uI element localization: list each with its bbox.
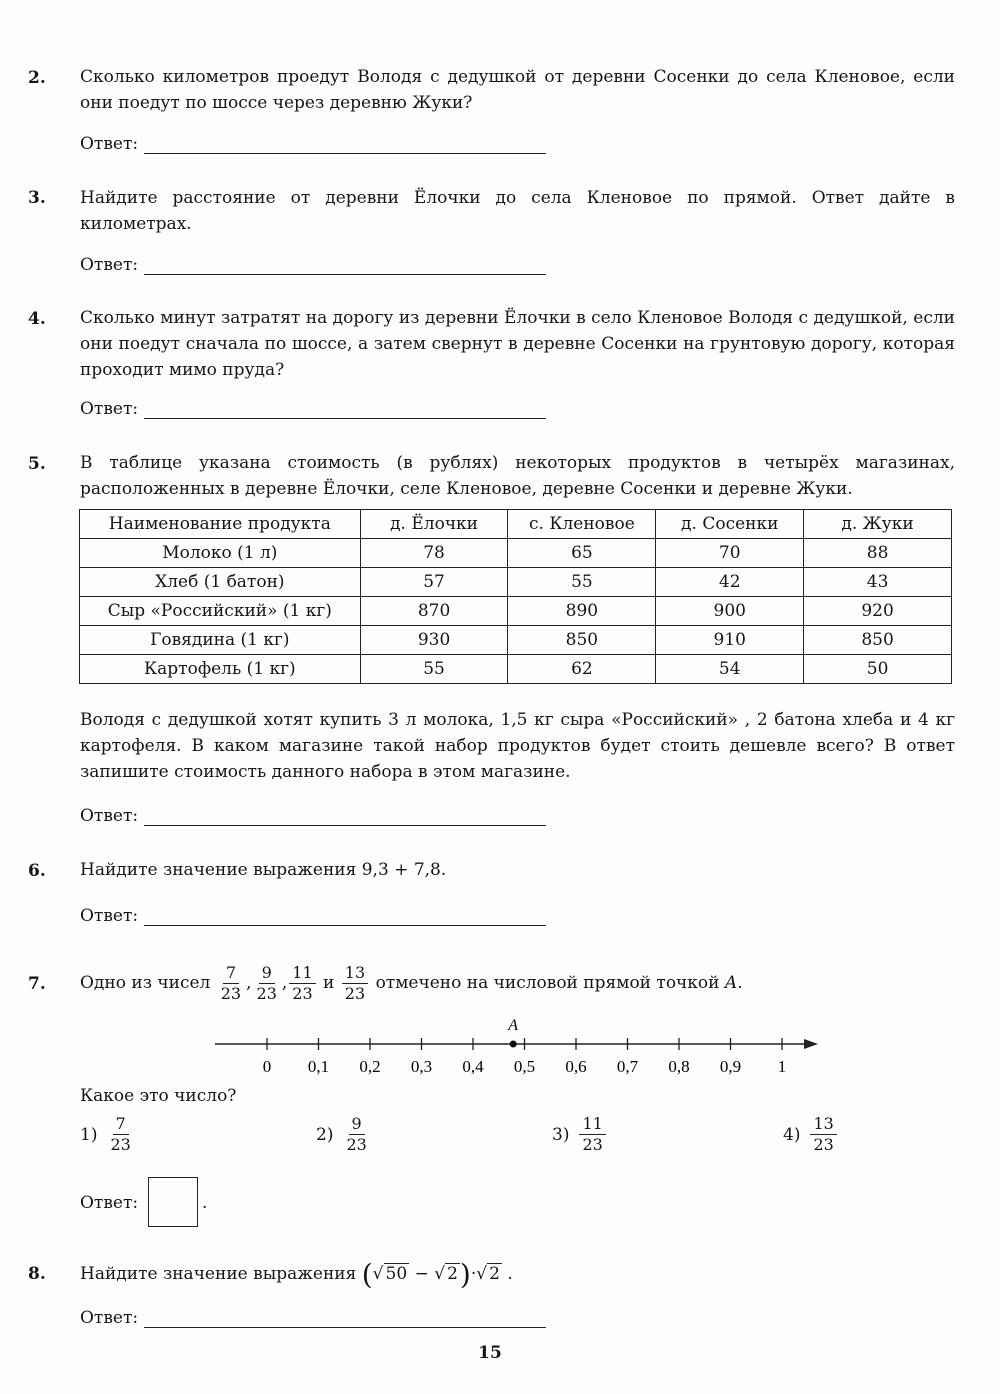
point-a-marker [510, 1041, 517, 1048]
table-cell: 42 [656, 568, 804, 597]
q3-text: Найдите расстояние от деревни Ёлочки до села Кленовое по прямой. Ответ дайте в километрах. [80, 188, 955, 234]
option-1[interactable]: 1) $\frac{7}{23}$ [80, 1114, 131, 1154]
table-cell: 55 [360, 655, 508, 684]
q7-answer-box[interactable] [148, 1177, 198, 1227]
answer-label: Ответ: [80, 399, 139, 419]
number-line-tick-label: 0 [262, 1057, 272, 1076]
table-row [80, 655, 952, 684]
q7-question: Какое это число? [80, 1086, 237, 1106]
answer-label: Ответ: [80, 806, 139, 826]
q7-answer-label: Ответ: [80, 1193, 139, 1213]
table-cell: 88 [804, 539, 952, 568]
q2-answer [80, 134, 546, 154]
q5-number: 5. [28, 454, 46, 474]
table-cell: 55 [508, 568, 656, 597]
q5-answer-line[interactable] [144, 807, 546, 826]
table-header-cell: д. Ёлочки [360, 510, 508, 539]
number-line [200, 1010, 830, 1080]
table-cell: 65 [508, 539, 656, 568]
fraction-9-23: $\frac{9}{23}$ [256, 962, 277, 1003]
table-cell: 900 [656, 597, 804, 626]
q5-text-2: Володя с дедушкой хотят купить 3 л молока, 1,5 кг сыра «Российский» , 2 батона хлеба и 4 кг картофеля. В каком магазине такой набор продуктов будет стоить дешевле всего? В ответ запишите стоимость данного набора в этом магазине. [80, 710, 955, 782]
price-table [79, 509, 952, 684]
number-line-tick-label: 0,1 [307, 1057, 330, 1076]
q5-text: В таблице указана стоимость (в рублях) некоторых продуктов в четырёх магазинах, расположенных в деревне Ёлочки, селе Кленовое, деревне Сосенки и деревне Жуки. [80, 453, 955, 499]
answer-label: Ответ: [80, 134, 139, 154]
option-2[interactable]: 2) $\frac{9}{23}$ [316, 1114, 367, 1154]
table-cell: 850 [508, 626, 656, 655]
number-line-tick-label: 0,8 [668, 1057, 690, 1076]
fraction-11-23: $\frac{11}{23}$ [289, 965, 315, 1002]
q7-point-name: A [724, 973, 738, 993]
q7-and: и [323, 973, 335, 993]
table-cell: 62 [508, 655, 656, 684]
table-row [80, 597, 952, 626]
number-line-tick-label: 0,3 [410, 1057, 433, 1076]
answer-label: Ответ: [80, 906, 139, 926]
table-cell: 870 [360, 597, 508, 626]
table-cell: Говядина (1 кг) [80, 626, 361, 655]
point-a-label: A [508, 1017, 519, 1034]
number-line-tick-label: 0,4 [462, 1057, 484, 1076]
q3-answer-line[interactable] [144, 256, 546, 275]
number-line-tick-label: 0,2 [359, 1057, 381, 1076]
number-line-tick-label: 1 [777, 1057, 787, 1076]
table-header-cell: Наименование продукта [80, 510, 361, 539]
q7-text-before: Одно из чисел [80, 973, 211, 993]
answer-label: Ответ: [80, 1308, 139, 1328]
q2-answer-line[interactable] [144, 135, 546, 154]
q4-answer-line[interactable] [144, 400, 546, 419]
table-header-cell: д. Жуки [804, 510, 952, 539]
q5-answer [80, 806, 546, 826]
option-4[interactable]: 4) $\frac{13}{23}$ [783, 1116, 839, 1153]
table-cell: Сыр «Российский» (1 кг) [80, 597, 361, 626]
q4-text: Сколько минут затратят на дорогу из деревни Ёлочки в село Кленовое Володя с дедушкой, если они поедут сначала по шоссе, а затем свернут в деревне Сосенки на грунтовую дорогу, которая проходит мимо пруда? [80, 308, 955, 380]
q4-number: 4. [28, 309, 46, 329]
table-cell: Молоко (1 л) [80, 539, 361, 568]
table-cell: 850 [804, 626, 952, 655]
fraction-13-23: $\frac{13}{23}$ [342, 965, 368, 1002]
q6-text: Найдите значение выражения 9,3 + 7,8. [80, 860, 447, 880]
table-row [80, 539, 952, 568]
answer-label: Ответ: [80, 255, 139, 275]
number-line-tick-label: 0,5 [513, 1057, 536, 1076]
table-cell: 43 [804, 568, 952, 597]
table-cell: 54 [656, 655, 804, 684]
table-cell: 78 [360, 539, 508, 568]
q2-text: Сколько километров проедут Володя с дедушкой от деревни Сосенки до села Кленовое, если они поедут по шоссе через деревню Жуки? [80, 67, 955, 113]
q3-answer [80, 255, 546, 275]
q8-answer [80, 1308, 546, 1328]
page-number: 15 [478, 1343, 502, 1363]
table-cell: 57 [360, 568, 508, 597]
table-header-cell: с. Кленовое [508, 510, 656, 539]
number-line-tick-label: 0,6 [565, 1057, 587, 1076]
q7-text-after: отмечено на числовой прямой точкой [375, 973, 720, 993]
q8-answer-line[interactable] [144, 1309, 546, 1328]
number-line-tick-label: 0,7 [616, 1057, 639, 1076]
table-cell: 50 [804, 655, 952, 684]
q8-expression: (√ 50 − √ 2)·√ 2 . [361, 1257, 513, 1291]
table-cell: 890 [508, 597, 656, 626]
table-cell: Картофель (1 кг) [80, 655, 361, 684]
q8-number: 8. [28, 1264, 46, 1284]
table-cell: 920 [804, 597, 952, 626]
q8-text: Найдите значение выражения [80, 1264, 357, 1284]
q6-number: 6. [28, 861, 46, 881]
q6-answer-line[interactable] [144, 907, 546, 926]
table-header-cell: д. Сосенки [656, 510, 804, 539]
table-row [80, 626, 952, 655]
q2-number: 2. [28, 68, 46, 88]
table-cell: 910 [656, 626, 804, 655]
option-3[interactable]: 3) $\frac{11}{23}$ [552, 1116, 608, 1153]
q7-statement: Одно из чисел $\frac{7}{23}$ , $\frac{9}{23}$ , $\frac{11}{23}$ и $\frac{13}{23}$ отмечено на числовой прямой точкой A . [80, 962, 743, 1003]
q4-answer [80, 399, 546, 419]
table-cell: 70 [656, 539, 804, 568]
q3-number: 3. [28, 188, 46, 208]
fraction-7-23: $\frac{7}{23}$ [220, 962, 242, 1003]
table-header-row [80, 510, 952, 539]
q7-answer-dot: . [202, 1193, 208, 1213]
number-line-arrow [804, 1039, 818, 1049]
q8-statement [80, 1254, 513, 1294]
number-line-tick-label: 0,9 [719, 1057, 742, 1076]
table-row [80, 568, 952, 597]
q6-answer [80, 906, 546, 926]
table-cell: 930 [360, 626, 508, 655]
q7-number: 7. [28, 974, 46, 994]
table-cell: Хлеб (1 батон) [80, 568, 361, 597]
